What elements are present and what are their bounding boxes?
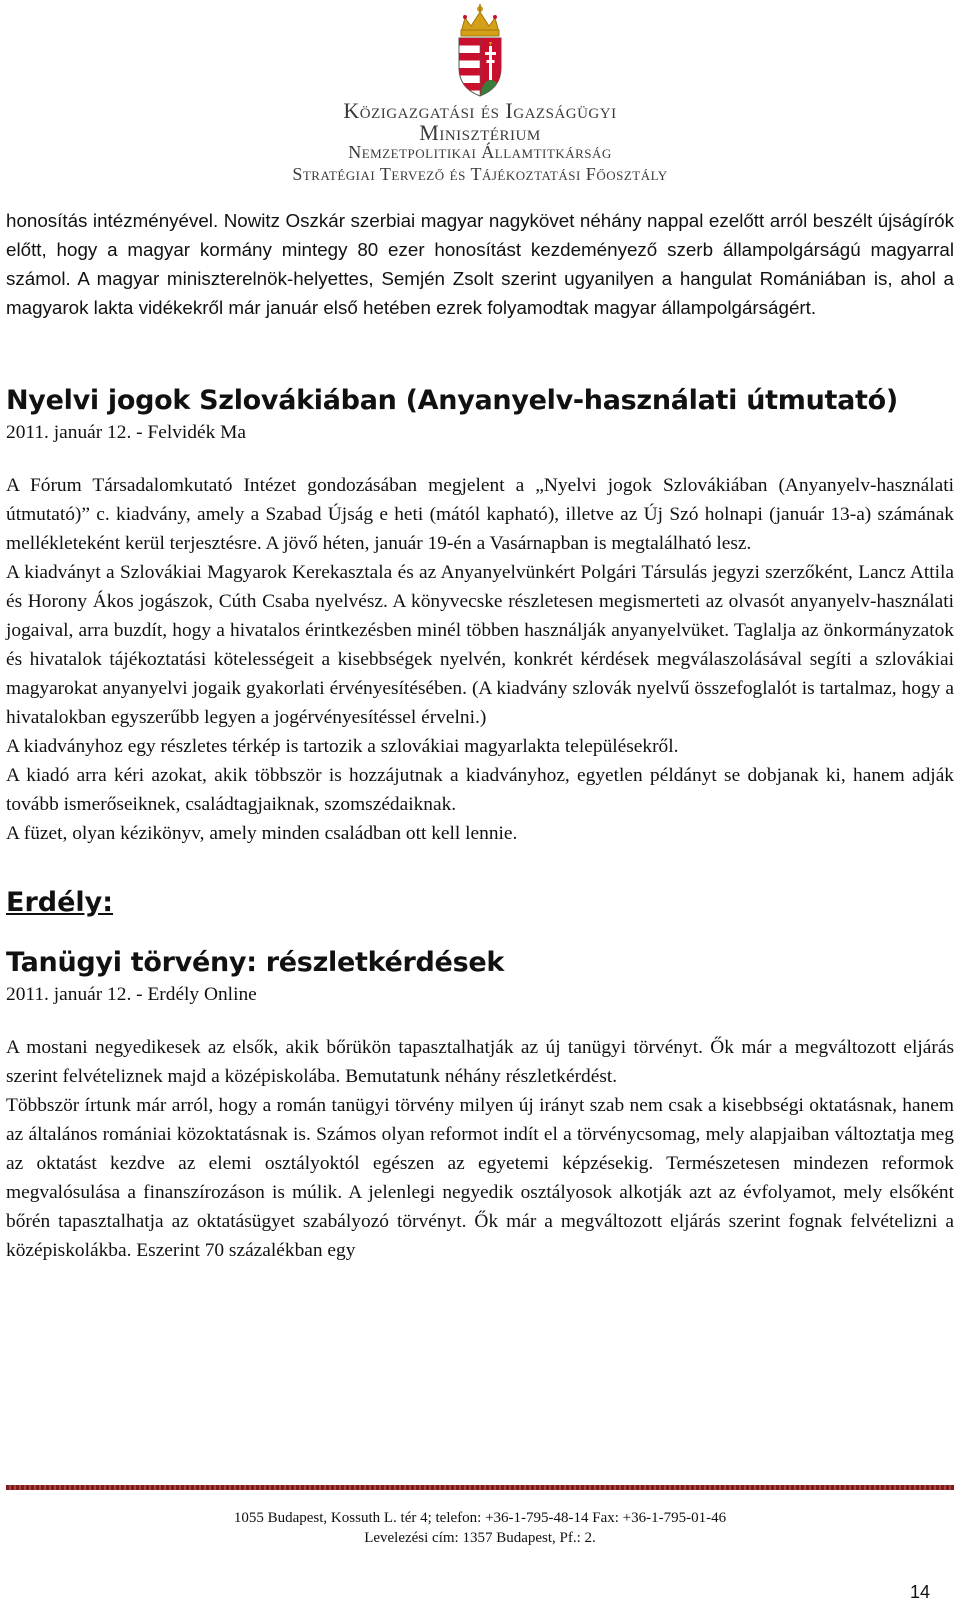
article-2-date: 2011. január 12. - Erdély Online [6, 984, 257, 1005]
article-1-title: Nyelvi jogok Szlovákiában (Anyanyelv-használati útmutató) [6, 385, 898, 416]
article-1-paragraph: A kiadó arra kéri azokat, akik többször is hozzájutnak a kiadványhoz, egyetlen példányt se dobjanak ki, hanem adják tovább ismerőseiknek, családtagjaiknak, szomszédaiknak. [6, 765, 954, 815]
article-1-paragraph: A Fórum Társadalomkutató Intézet gondozásában megjelent a „Nyelvi jogok Szlovákiában (Anyanyelv-használati útmutató)” c. kiadvány, amely a Szabad Újság e heti (mától kapható), illetve az Új Szó holnapi (január 13-a) számának mellékleteként kerül terjesztésre. A jövő héten, január 19-én a Vasárnapban is megtalálható lesz. [6, 475, 954, 554]
article-2-title: Tanügyi törvény: részletkérdések [6, 947, 505, 978]
letterhead [0, 0, 960, 190]
document-body [6, 206, 954, 1265]
footer-divider [6, 1485, 954, 1490]
department-name-line-2: Stratégiai Tervező és Tájékoztatási Főosztály [292, 164, 668, 184]
footer-address: 1055 Budapest, Kossuth L. tér 4; telefon: +36-1-795-48-14 Fax: +36-1-795-01-46 [233, 1510, 727, 1526]
article-2-paragraph: Többször írtunk már arról, hogy a román tanügyi törvény milyen új irányt szab nem csak a kisebbségi oktatásnak, hanem az általános romániai közoktatásnak is. Számos olyan reformot indít el a törvénycsomag, mely alapjaiban változtatja meg az oktatást kezdve az elemi osztályoktól egészen az egyetemi képzésekig. Természetesen mindezen reformok megvalósulása a finanszírozáson is múlik. A jelenlegi negyedik osztályosok alkotják azt az évfolyamot, mely elsőként bőrén tapasztalhatja az oktatásügyet szabályozó törvényt. Ők már a megváltozott eljárás szerint fognak felvételizni a középiskolákba. Eszerint 70 százalékban egy [6, 1095, 954, 1261]
article-1-paragraph: A füzet, olyan kézikönyv, amely minden családban ott kell lennie. [6, 823, 518, 844]
page-number: 14 [909, 1582, 930, 1602]
region-heading: Erdély: [6, 887, 114, 918]
article-1-date: 2011. január 12. - Felvidék Ma [6, 422, 246, 443]
intro-paragraph: honosítás intézményével. Nowitz Oszkár szerbiai magyar nagykövet néhány nappal ezelőtt arról beszélt újságírók előtt, hogy a magyar kormány mintegy 80 ezer honosítást kezdeményező szerb állampolgárságú magyarral számol. A magyar miniszterelnök-helyettes, Semjén Zsolt szerint ugyanilyen a hangulat Romániában is, ahol a magyarok lakta vidékekről már január első hetében ezrek folyamodtak magyar állampolgárságért. [6, 210, 954, 318]
article-1-paragraph: A kiadványhoz egy részletes térkép is tartozik a szlovákiai magyarlakta településekről. [6, 736, 679, 757]
ministry-name-line-1: Közigazgatási és Igazságügyi [343, 98, 617, 123]
article-2-paragraph: A mostani negyedikesek az elsők, akik bőrükön tapasztalhatják az új tanügyi törvényt. Ők már a megváltozott eljárás szerint felvételiznek majd a középiskolába. Bemutatunk néhány részletkérdést. [6, 1037, 954, 1087]
department-name-line-1: Nemzetpolitikai Államtitkárság [348, 142, 612, 162]
hungarian-coat-of-arms-icon [451, 2, 509, 98]
article-1-paragraph: A kiadványt a Szlovákiai Magyarok Kerekasztala és az Anyanyelvünkért Polgári Társulás jegyzi szerzőként, Lancz Attila és Horony Ákos jogászok, Cúth Csaba nyelvész. A könyvecske részletesen megismerteti az olvasót anyanyelv-használati jogaival, arra buzdít, hogy a hivatalos érintkezésben minél többen használják anyanyelvüket. Taglalja az önkormányzatok és hivatalok tájékoztatási kötelességeit a kisebbségek nyelvén, konkrét kérdések megválaszolásával segíti a szlovákiai magyarokat anyanyelvi jogaik gyakorlati érvényesítésében. (A kiadvány szlovák nyelvű összefoglalót is tartalmaz, hogy a hivatalokban egyszerűbb legyen a jogérvényesítéssel érvelni.) [6, 562, 954, 728]
footer-postal-address: Levelezési cím: 1357 Budapest, Pf.: 2. [364, 1530, 596, 1546]
ministry-name-line-2: Minisztérium [419, 120, 541, 145]
